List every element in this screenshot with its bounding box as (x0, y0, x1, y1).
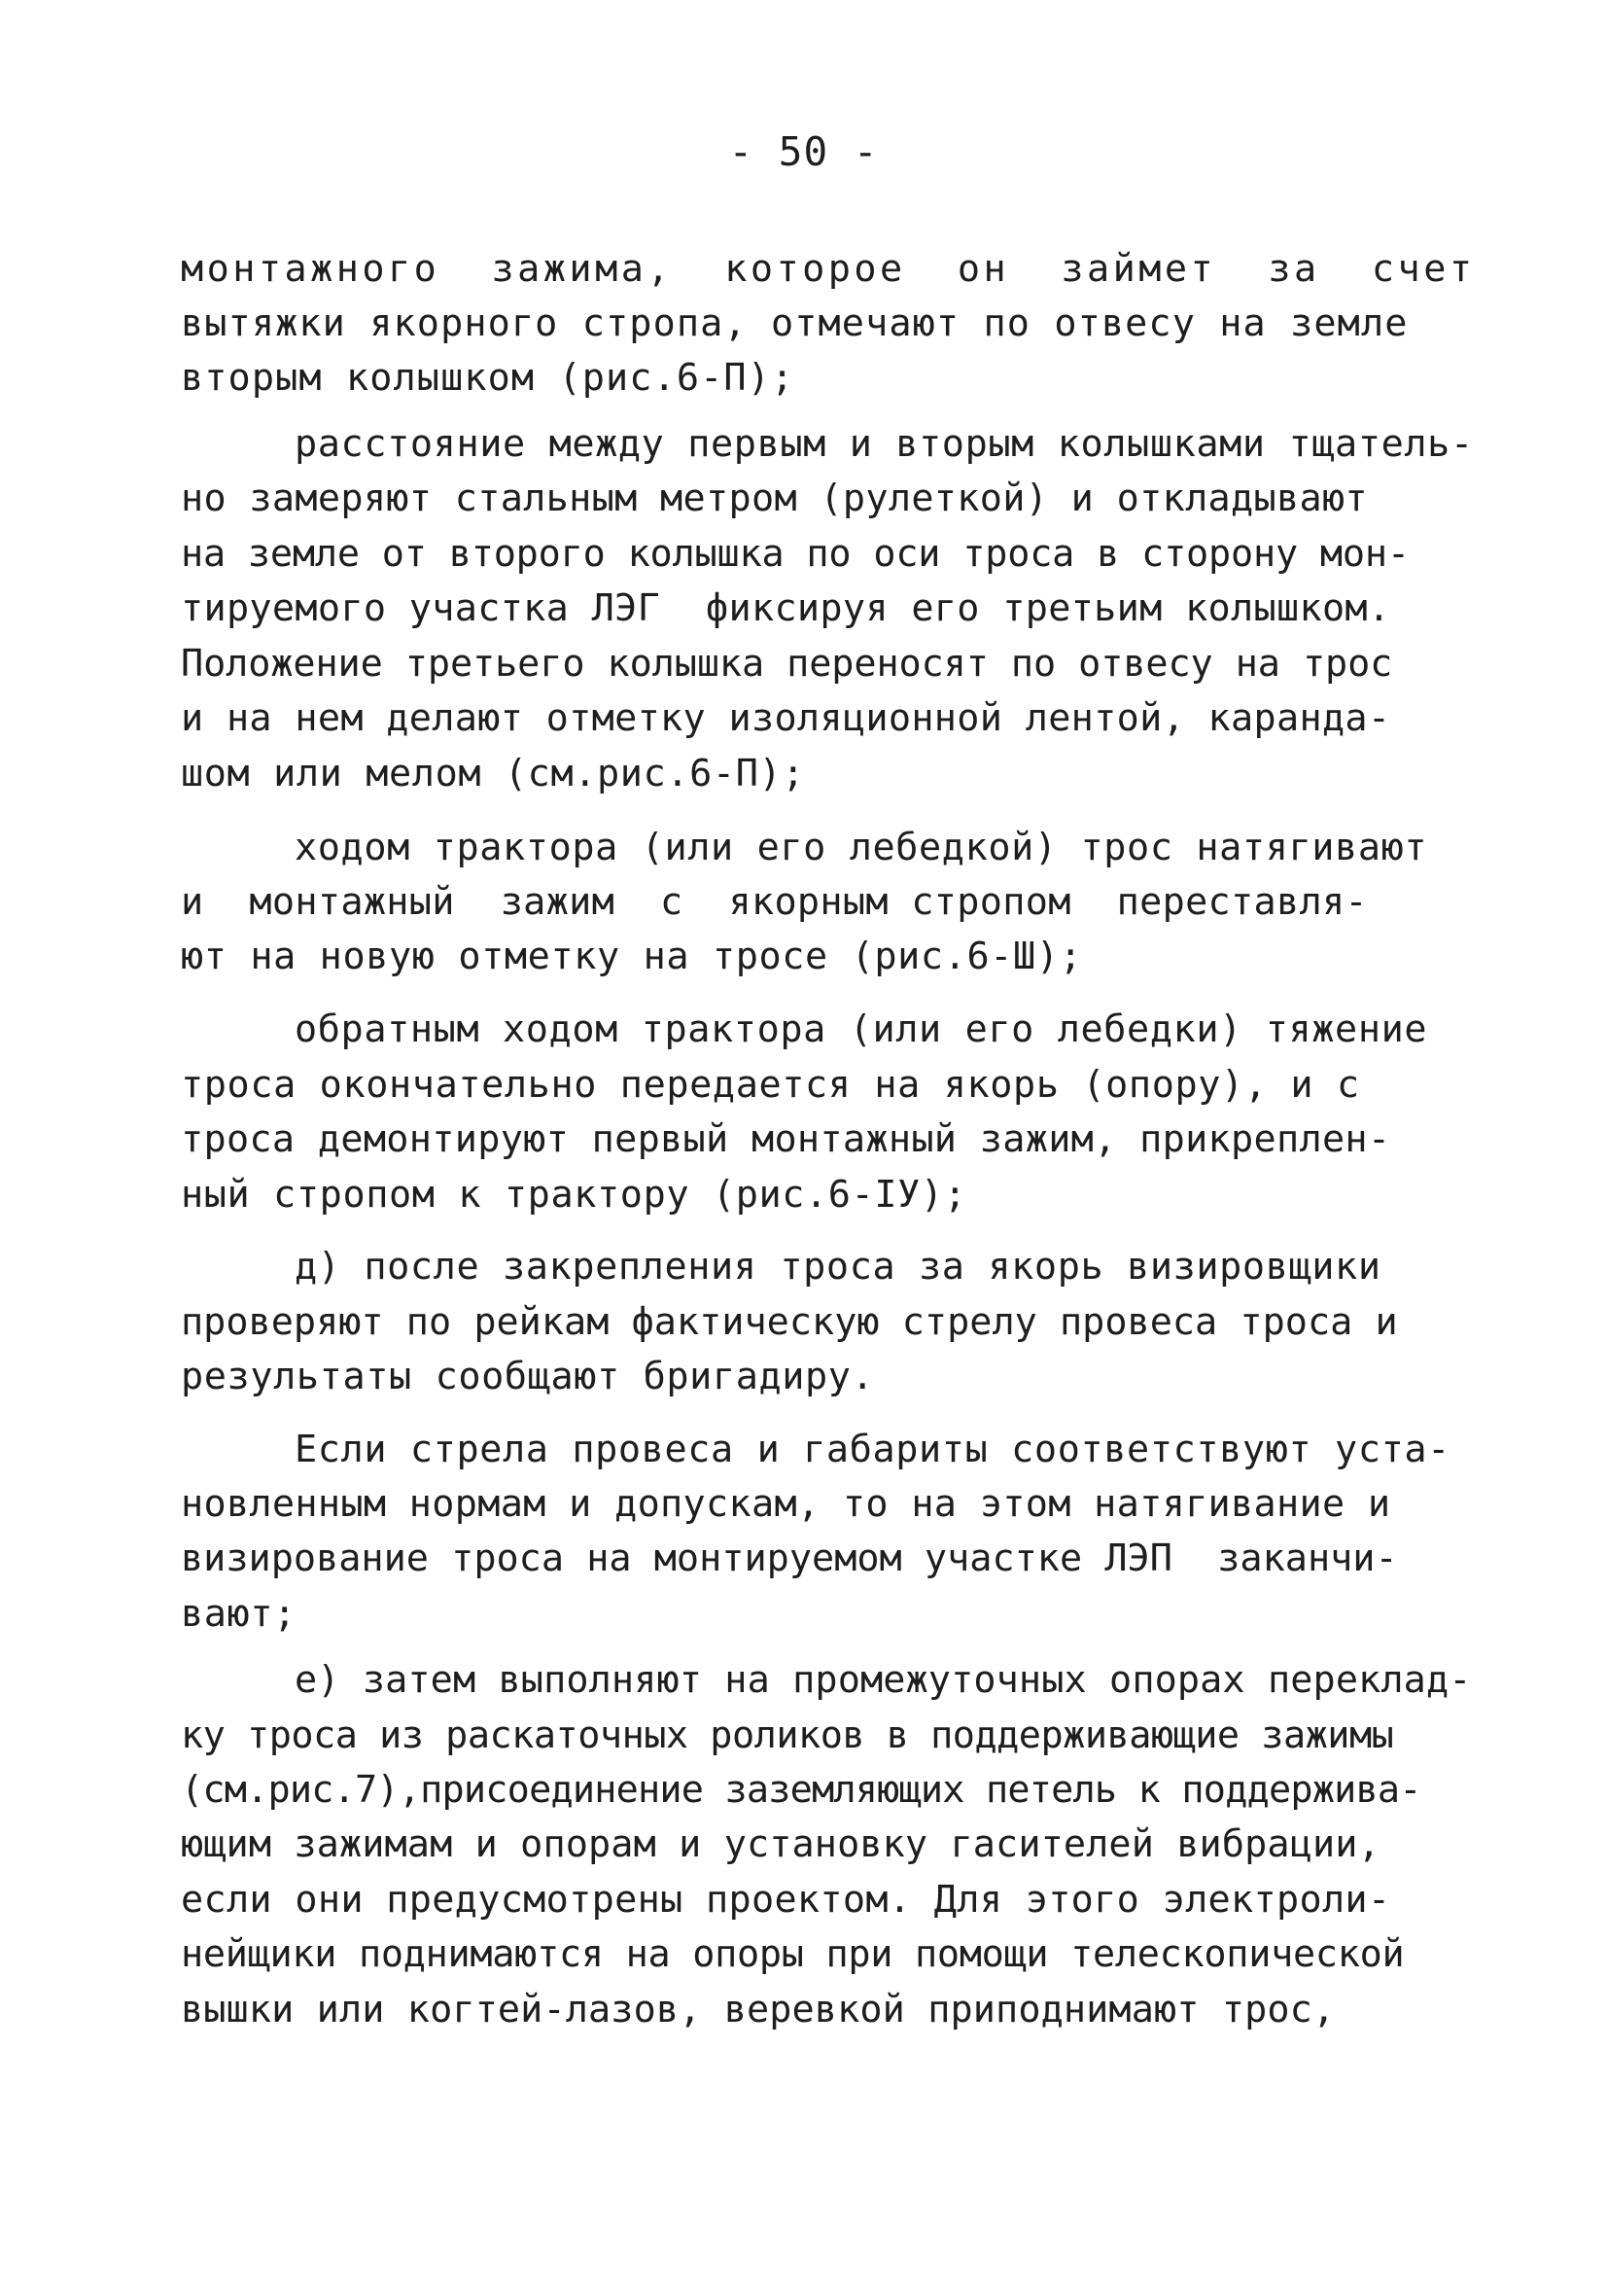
text-line: вторым колышком (рис.6-П); (181, 356, 795, 400)
text-line: шом или мелом (см.рис.6-П); (181, 752, 806, 795)
text-line: нейщики поднимаются на опоры при помощи телескопической (181, 1932, 1405, 1976)
text-line: новленным нормам и допускам, то на этом натягивание и (181, 1482, 1391, 1526)
text-line: вытяжки якорного стропа, отмечают по отвесу на земле (181, 301, 1409, 345)
text-line: на земле от второго колышка по оси троса в сторону мон- (181, 532, 1410, 576)
text-line: и монтажный зажим с якорным стропом переставля- (181, 880, 1368, 924)
text-line: если они предусмотрены проектом. Для этого электроли- (181, 1878, 1391, 1922)
text-line: и на нем делают отметку изоляционной лентой, каранда- (181, 696, 1391, 740)
text-line: вают; (181, 1592, 297, 1636)
text-line: троса окончательно передается на якорь (опору), и с (181, 1063, 1360, 1107)
text-line: ходом трактора (или его лебедкой) трос натягивают (295, 826, 1428, 869)
text-line: но замеряют стальным метром (рулеткой) и откладывают (181, 477, 1368, 520)
text-line: результаты сообщают бригадиру. (181, 1355, 875, 1398)
text-line: ку троса из раскаточных роликов в поддерживающие зажимы (181, 1713, 1394, 1757)
text-line: Если стрела провеса и габариты соответствуют уста- (295, 1428, 1450, 1471)
text-line: вышки или когтей-лазов, веревкой приподнимают трос, (181, 1988, 1336, 2031)
text-line: ют на новую отметку на тросе (рис.6-Ш); (181, 935, 1083, 978)
text-line: тируемого участка ЛЭГ фиксируя его третьим колышком. (181, 586, 1391, 630)
text-line: проверяют по рейкам фактическую стрелу провеса троса и (181, 1300, 1398, 1344)
page-number: - 50 - (728, 128, 879, 175)
text-line: расстояние между первым и вторым колышками тщатель- (295, 422, 1474, 466)
text-line: ющим зажимам и опорам и установку гасителей вибрации, (181, 1822, 1380, 1866)
text-line: е) затем выполняют на промежуточных опорах переклад- (295, 1658, 1472, 1702)
text-line: монтажного зажима, которое он займет за счет (181, 247, 1476, 291)
text-line: визирование троса на монтируемом участке ЛЭП заканчи- (181, 1537, 1398, 1580)
text-line: троса демонтируют первый монтажный зажим, прикреплен- (181, 1117, 1391, 1161)
text-line: ный стропом к трактору (рис.6-IУ); (181, 1173, 967, 1217)
text-line: обратным ходом трактора (или его лебедки) тяжение (295, 1007, 1428, 1051)
text-line: д) после закрепления троса за якорь визировщики (295, 1245, 1381, 1289)
text-line: Положение третьего колышка переносят по отвесу на трос (181, 642, 1393, 686)
text-line: (см.рис.7),присоединение заземляющих петель к поддержива- (181, 1768, 1421, 1812)
